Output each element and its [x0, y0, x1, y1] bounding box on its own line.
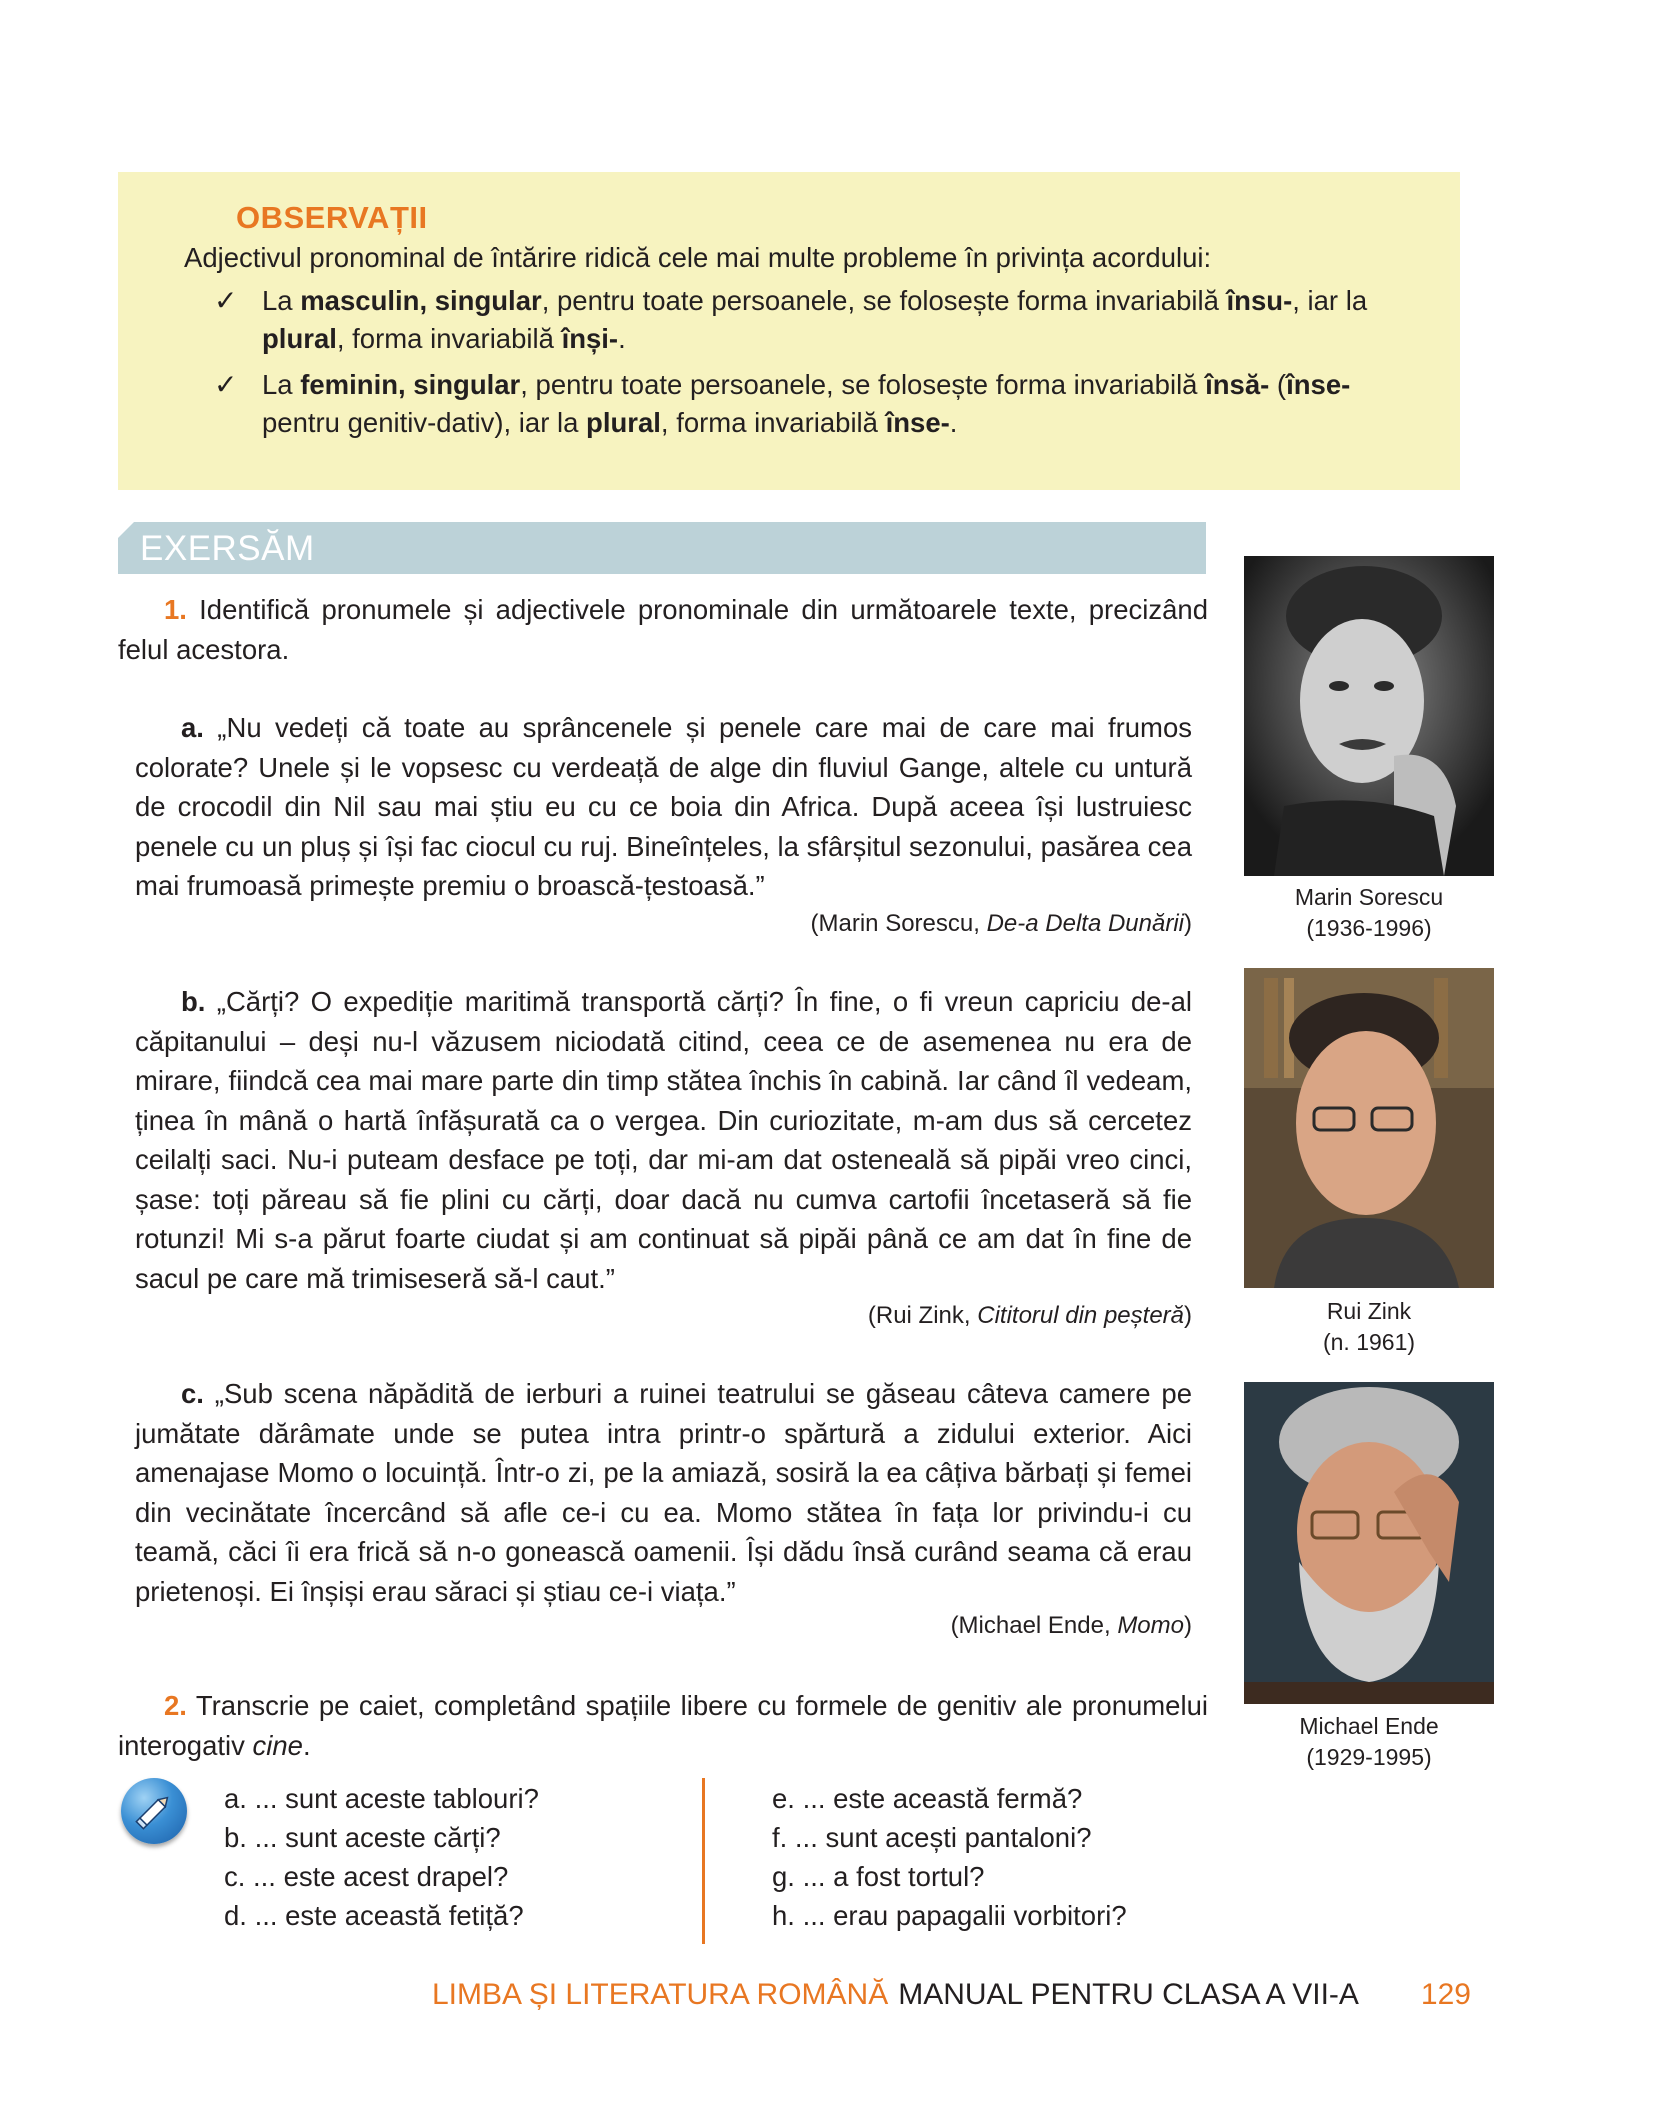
author-photo-rui-zink	[1244, 968, 1494, 1288]
observation-item-feminine: ✓ La feminin, singular, pentru toate persoanele, se folosește forma invariabilă însă- (înse- pentru genitiv-dativ), iar la plural, forma invariabilă înse-.	[184, 366, 1400, 442]
portrait-graphic	[1244, 1382, 1494, 1704]
list-item: d. ... este această fetiță?	[224, 1900, 524, 1931]
section-header-exersam: EXERSĂM	[118, 522, 1206, 574]
quote-a-source: (Marin Sorescu, De-a Delta Dunării)	[810, 910, 1192, 937]
quote-letter: a.	[181, 712, 204, 743]
quote-letter: b.	[181, 986, 206, 1017]
checkmark-icon: ✓	[214, 369, 238, 400]
answers-left-column	[224, 1779, 539, 1935]
list-item: g. ... a fost tortul?	[772, 1861, 985, 1892]
quote-b-source: (Rui Zink, Cititorul din peșteră)	[867, 1302, 1192, 1329]
task-2-instruction: 2. Transcrie pe caiet, completând spațiile libere cu formele de genitiv ale pronumelui interogativ cine.	[118, 1690, 1208, 1761]
quote-b: b. „Cărți? O expediție maritimă transportă cărți? În fine, o fi vreun capriciu de-al căpitanului – deși nu-l văzusem niciodată citind, ceea ce de asemenea nu era de mirare, fiindcă cea mai mare parte din timp stătea închis în cabină. Iar când îl vedeam, ținea în mână o hartă înfășurată ca o vergea. Din curiozitate, m-am dus să cercetez ceilalți saci. Nu-i puteam desface pe toți, dar mi-am dat osteneală să pipăi vreo cinci, șase: toți păreau să fie plini cu cărți, doar dacă nu cumva cartofii încetaseră să fie rotunzi! Mi s-a părut foarte ciudat și am continuat să pipăi până ce am dat în fine de sacul pe care mă trimiseseră să-l caut.”	[135, 986, 1192, 1294]
author-photo-marin-sorescu	[1244, 556, 1494, 876]
observations-box	[118, 172, 1460, 490]
footer-manual: MANUAL PENTRU CLASA A VII-A	[898, 1978, 1359, 2011]
page-footer	[432, 1978, 1471, 2012]
page-number: 129	[1420, 1978, 1471, 2011]
task-1-instruction: 1. Identifică pronumele și adjectivele pronominale din următoarele texte, precizând felul acestora.	[118, 594, 1208, 665]
pencil-icon	[121, 1778, 187, 1844]
observations-intro: Adjectivul pronominal de întărire ridică cele mai multe probleme în privința acordului:	[184, 242, 1212, 273]
list-item: b. ... sunt aceste cărți?	[224, 1822, 501, 1853]
pencil-icon-graphic	[121, 1778, 187, 1844]
task-number: 1.	[164, 594, 187, 625]
author-caption-rui-zink: Rui Zink (n. 1961)	[1322, 1298, 1416, 1355]
footer-subject: LIMBA ȘI LITERATURA ROMÂNĂ	[432, 1978, 889, 2011]
list-item: c. ... este acest drapel?	[224, 1861, 509, 1892]
checkmark-icon: ✓	[214, 285, 238, 316]
author-photo-michael-ende	[1244, 1382, 1494, 1704]
author-caption-michael-ende: Michael Ende (1929-1995)	[1299, 1713, 1439, 1770]
task-number: 2.	[164, 1690, 187, 1721]
quote-c-source: (Michael Ende, Momo)	[950, 1612, 1192, 1639]
quote-a: a. „Nu vedeți că toate au sprâncenele și penele care mai de care mai frumos colorate? Unele și le vopsesc cu verdeață de alge din fluviul Gange, altele cu untură de crocodil din Nil sau mai știu eu cu ce boia din Africa. După aceea își lustruiesc penele cu un pluș și își fac ciocul cu ruj. Bineînțeles, la sfârșitul sezonului, pasărea cea mai frumoasă primește premiu o broască-țestoasă.”	[135, 712, 1192, 901]
observation-item-masculine: ✓ La masculin, singular, pentru toate persoanele, se folosește forma invariabilă însu-, iar la plural, forma invariabilă înși-.	[184, 282, 1400, 358]
portrait-graphic	[1244, 556, 1494, 876]
list-item: e. ... este această fermă?	[772, 1783, 1083, 1814]
column-divider	[702, 1778, 705, 1944]
list-item: h. ... erau papagalii vorbitori?	[772, 1900, 1127, 1931]
answers-right-column	[772, 1779, 1127, 1935]
observations-title: OBSERVAȚII	[236, 200, 428, 235]
list-item: a. ... sunt aceste tablouri?	[224, 1783, 539, 1814]
quote-c: c. „Sub scena năpădită de ierburi a ruinei teatrului se găseau câteva camere pe jumătate dărâmate unde se putea intra printr-o spărtură a zidului exterior. Aici amenajase Momo o locuință. Într-o zi, pe la amiază, sosiră la ea câțiva bărbați și femei din vecinătate încercând să afle ce-i cu ea. Momo stătea în fața lor privindu-i cu teamă, căci îi era frică să n-o gonească oamenii. Își dădu însă curând seama că erau prietenoși. Ei înșiși erau săraci și știau ce-i viața.”	[135, 1378, 1192, 1607]
portrait-graphic	[1244, 968, 1494, 1288]
list-item: f. ... sunt acești pantaloni?	[772, 1822, 1092, 1853]
author-caption-marin-sorescu: Marin Sorescu (1936-1996)	[1294, 884, 1444, 941]
quote-letter: c.	[181, 1378, 204, 1409]
